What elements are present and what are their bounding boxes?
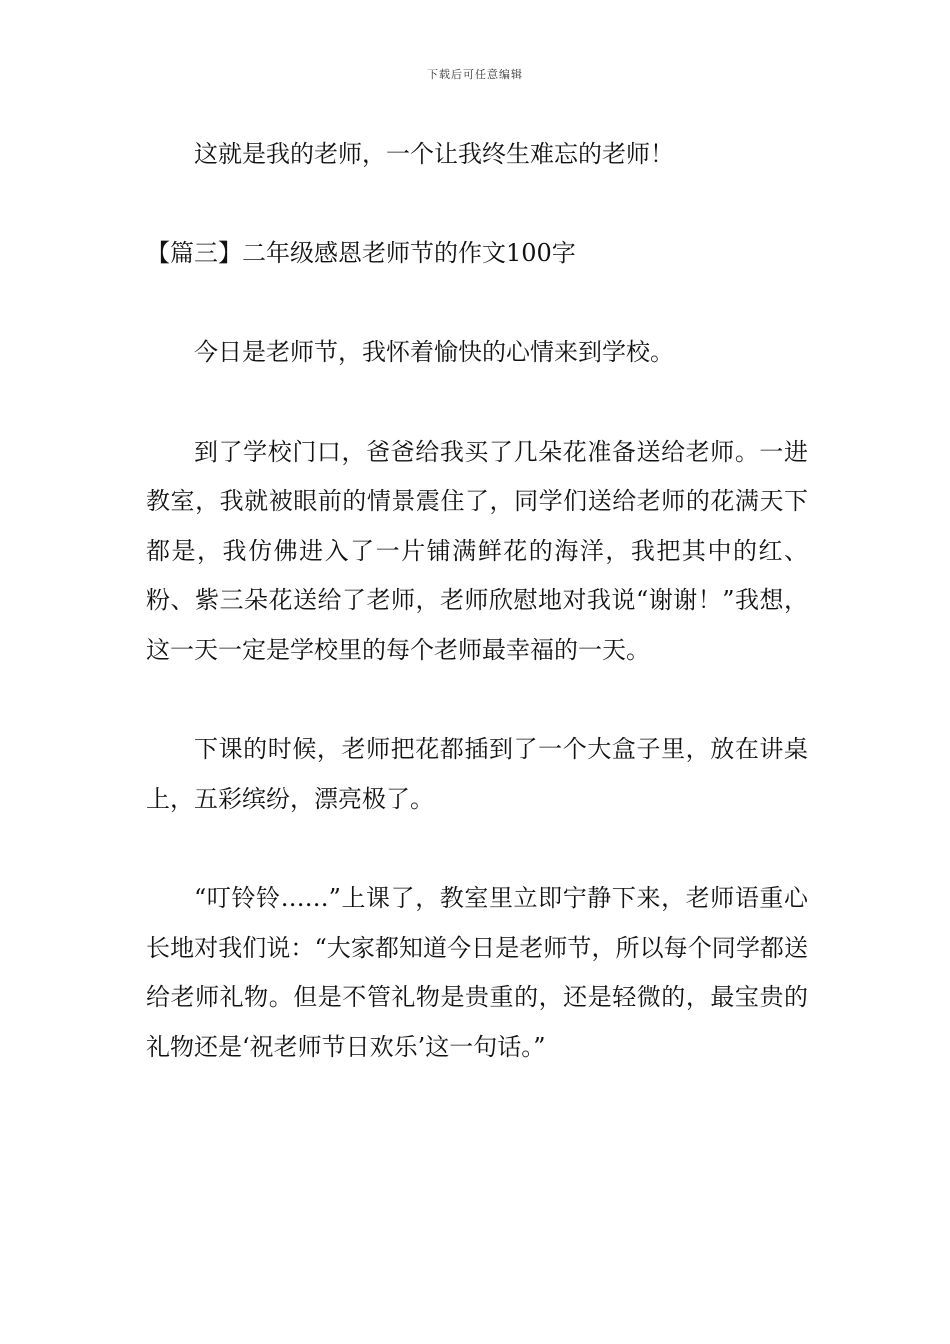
page-header-note: 下载后可任意编辑 <box>427 68 523 81</box>
paragraph-flowers: 到了学校门口，爸爸给我买了几朵花准备送给老师。一进教室，我就被眼前的情景震住了，同学们送给老师的花满天下都是，我仿佛进入了一片铺满鲜花的海洋，我把其中的红、粉、紫三朵花送给了老师，老师欣慰地对我说“谢谢！”我想，这一天一定是学校里的每个老师最幸福的一天。 <box>146 437 808 664</box>
paragraph-teacher-speech: “叮铃铃……”上课了，教室里立即宁静下来，老师语重心长地对我们说：“大家都知道今日是老师节，所以每个同学都送给老师礼物。但是不管礼物是贵重的，还是轻微的，最宝贵的礼物还是‘祝老师节日欢乐’这一句话。” <box>146 883 808 1061</box>
paragraph-closing-line: 这就是我的老师，一个让我终生难忘的老师！ <box>194 140 674 168</box>
paragraph-intro: 今日是老师节，我怀着愉快的心情来到学校。 <box>194 338 674 367</box>
paragraph-after-class: 下课的时候，老师把花都插到了一个大盒子里，放在讲桌上，五彩缤纷，漂亮极了。 <box>146 735 808 813</box>
section-heading: 【篇三】二年级感恩老师节的作文100字 <box>146 239 576 268</box>
document-body <box>146 130 808 1122</box>
